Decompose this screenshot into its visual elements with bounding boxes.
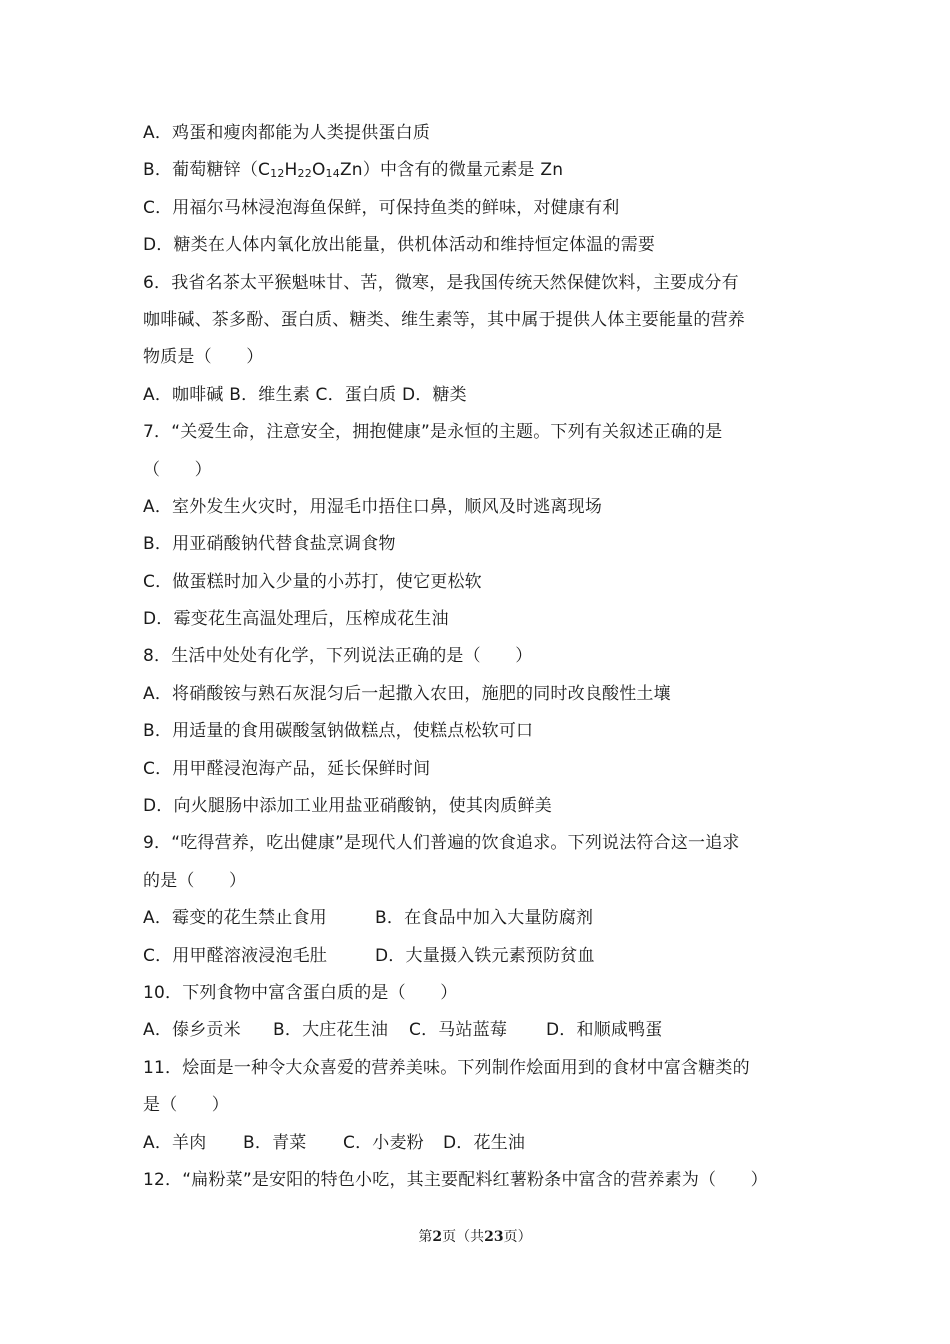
q8-option-d: D．向火腿肠中添加工业用盐亚硝酸钠，使其肉质鲜美 bbox=[143, 796, 552, 817]
q5-sub-c: 12 bbox=[270, 167, 285, 181]
q12-stem: 12．“扁粉菜”是安阳的特色小吃，其主要配料红薯粉条中富含的营养素为（ ） bbox=[143, 1169, 768, 1190]
q7-option-c: C．做蛋糕时加入少量的小苏打，使它更松软 bbox=[143, 571, 482, 592]
q11-option-b: B．青菜 bbox=[243, 1132, 307, 1153]
q7-option-a: A．室外发生火灾时，用湿毛巾捂住口鼻，顺风及时逃离现场 bbox=[143, 496, 603, 517]
q10-options bbox=[143, 1012, 823, 1049]
q11-option-c: C．小麦粉 bbox=[343, 1132, 424, 1153]
q11-stem-line1: 11．烩面是一种令大众喜爱的营养美味。下列制作烩面用到的食材中富含糖类的 bbox=[143, 1057, 750, 1078]
q11-stem-line2: 是（ ） bbox=[143, 1095, 229, 1116]
q5-option-c: C．用福尔马林浸泡海鱼保鲜，可保持鱼类的鲜味，对健康有利 bbox=[143, 197, 620, 218]
q10-stem: 10．下列食物中富含蛋白质的是（ ） bbox=[143, 982, 458, 1003]
q6-options: A．咖啡碱 B．维生素 C．蛋白质 D．糖类 bbox=[143, 384, 467, 405]
q5-option-b bbox=[143, 152, 823, 189]
question-list bbox=[143, 115, 823, 1199]
q10-option-d: D．和顺咸鸭蛋 bbox=[546, 1020, 663, 1041]
q6-stem-line1: 6．我省名茶太平猴魁味甘、苦，微寒，是我国传统天然保健饮料，主要成分有 bbox=[143, 272, 739, 293]
q5-sub-h: 22 bbox=[297, 167, 312, 181]
q9-option-c: C．用甲醛溶液浸泡毛肚 bbox=[143, 945, 328, 966]
q9-options-ab bbox=[143, 900, 823, 937]
footer-total-pages: 23 bbox=[484, 1229, 504, 1245]
q7-stem-line2: （ ） bbox=[143, 459, 212, 480]
page-footer bbox=[0, 1226, 950, 1246]
q10-option-c: C．马站蓝莓 bbox=[409, 1020, 508, 1041]
q5-option-b-text: B．葡萄糖锌（C bbox=[143, 160, 271, 181]
q6-stem-line3: 物质是（ ） bbox=[143, 347, 264, 368]
q9-option-d: D．大量摄入铁元素预防贫血 bbox=[375, 945, 595, 966]
q11-option-d: D．花生油 bbox=[443, 1132, 526, 1153]
q9-option-b: B．在食品中加入大量防腐剂 bbox=[375, 908, 594, 929]
q11-options bbox=[143, 1125, 823, 1162]
footer-page-number: 2 bbox=[432, 1229, 443, 1245]
q8-stem: 8．生活中处处有化学，下列说法正确的是（ ） bbox=[143, 646, 533, 667]
q5-sub-o: 14 bbox=[325, 167, 340, 181]
q8-option-c: C．用甲醛浸泡海产品，延长保鲜时间 bbox=[143, 758, 431, 779]
q5-option-a: A．鸡蛋和瘦肉都能为人类提供蛋白质 bbox=[143, 123, 431, 143]
q10-option-b: B．大庄花生油 bbox=[273, 1020, 389, 1041]
footer-middle: 页（共 bbox=[442, 1229, 485, 1245]
q5-option-b-rest: Zn）中含有的微量元素是 Zn bbox=[339, 160, 564, 181]
q9-options-cd bbox=[143, 938, 823, 975]
q7-option-d: D．霉变花生高温处理后，压榨成花生油 bbox=[143, 609, 449, 630]
q5-option-d: D．糖类在人体内氧化放出能量，供机体活动和维持恒定体温的需要 bbox=[143, 235, 656, 256]
q6-stem-line2: 咖啡碱、茶多酚、蛋白质、糖类、维生素等，其中属于提供人体主要能量的营养 bbox=[143, 309, 745, 330]
q9-stem-line2: 的是（ ） bbox=[143, 870, 247, 891]
q7-option-b: B．用亚硝酸钠代替食盐烹调食物 bbox=[143, 534, 396, 555]
q10-option-a: A．傣乡贡米 bbox=[143, 1020, 241, 1041]
q7-stem-line1: 7．“关爱生命，注意安全，拥抱健康”是永恒的主题。下列有关叙述正确的是 bbox=[143, 422, 723, 443]
q11-option-a: A．羊肉 bbox=[143, 1132, 207, 1153]
q5-o: O bbox=[311, 160, 326, 181]
footer-prefix: 第 bbox=[418, 1229, 433, 1245]
q9-option-a: A．霉变的花生禁止食用 bbox=[143, 908, 327, 929]
q5-h: H bbox=[284, 160, 298, 181]
q8-option-b: B．用适量的食用碳酸氢钠做糕点，使糕点松软可口 bbox=[143, 721, 534, 742]
footer-suffix: 页） bbox=[503, 1229, 532, 1245]
q8-option-a: A．将硝酸铵与熟石灰混匀后一起撒入农田，施肥的同时改良酸性土壤 bbox=[143, 683, 671, 704]
q9-stem-line1: 9．“吃得营养，吃出健康”是现代人们普遍的饮食追求。下列说法符合这一追求 bbox=[143, 833, 740, 854]
